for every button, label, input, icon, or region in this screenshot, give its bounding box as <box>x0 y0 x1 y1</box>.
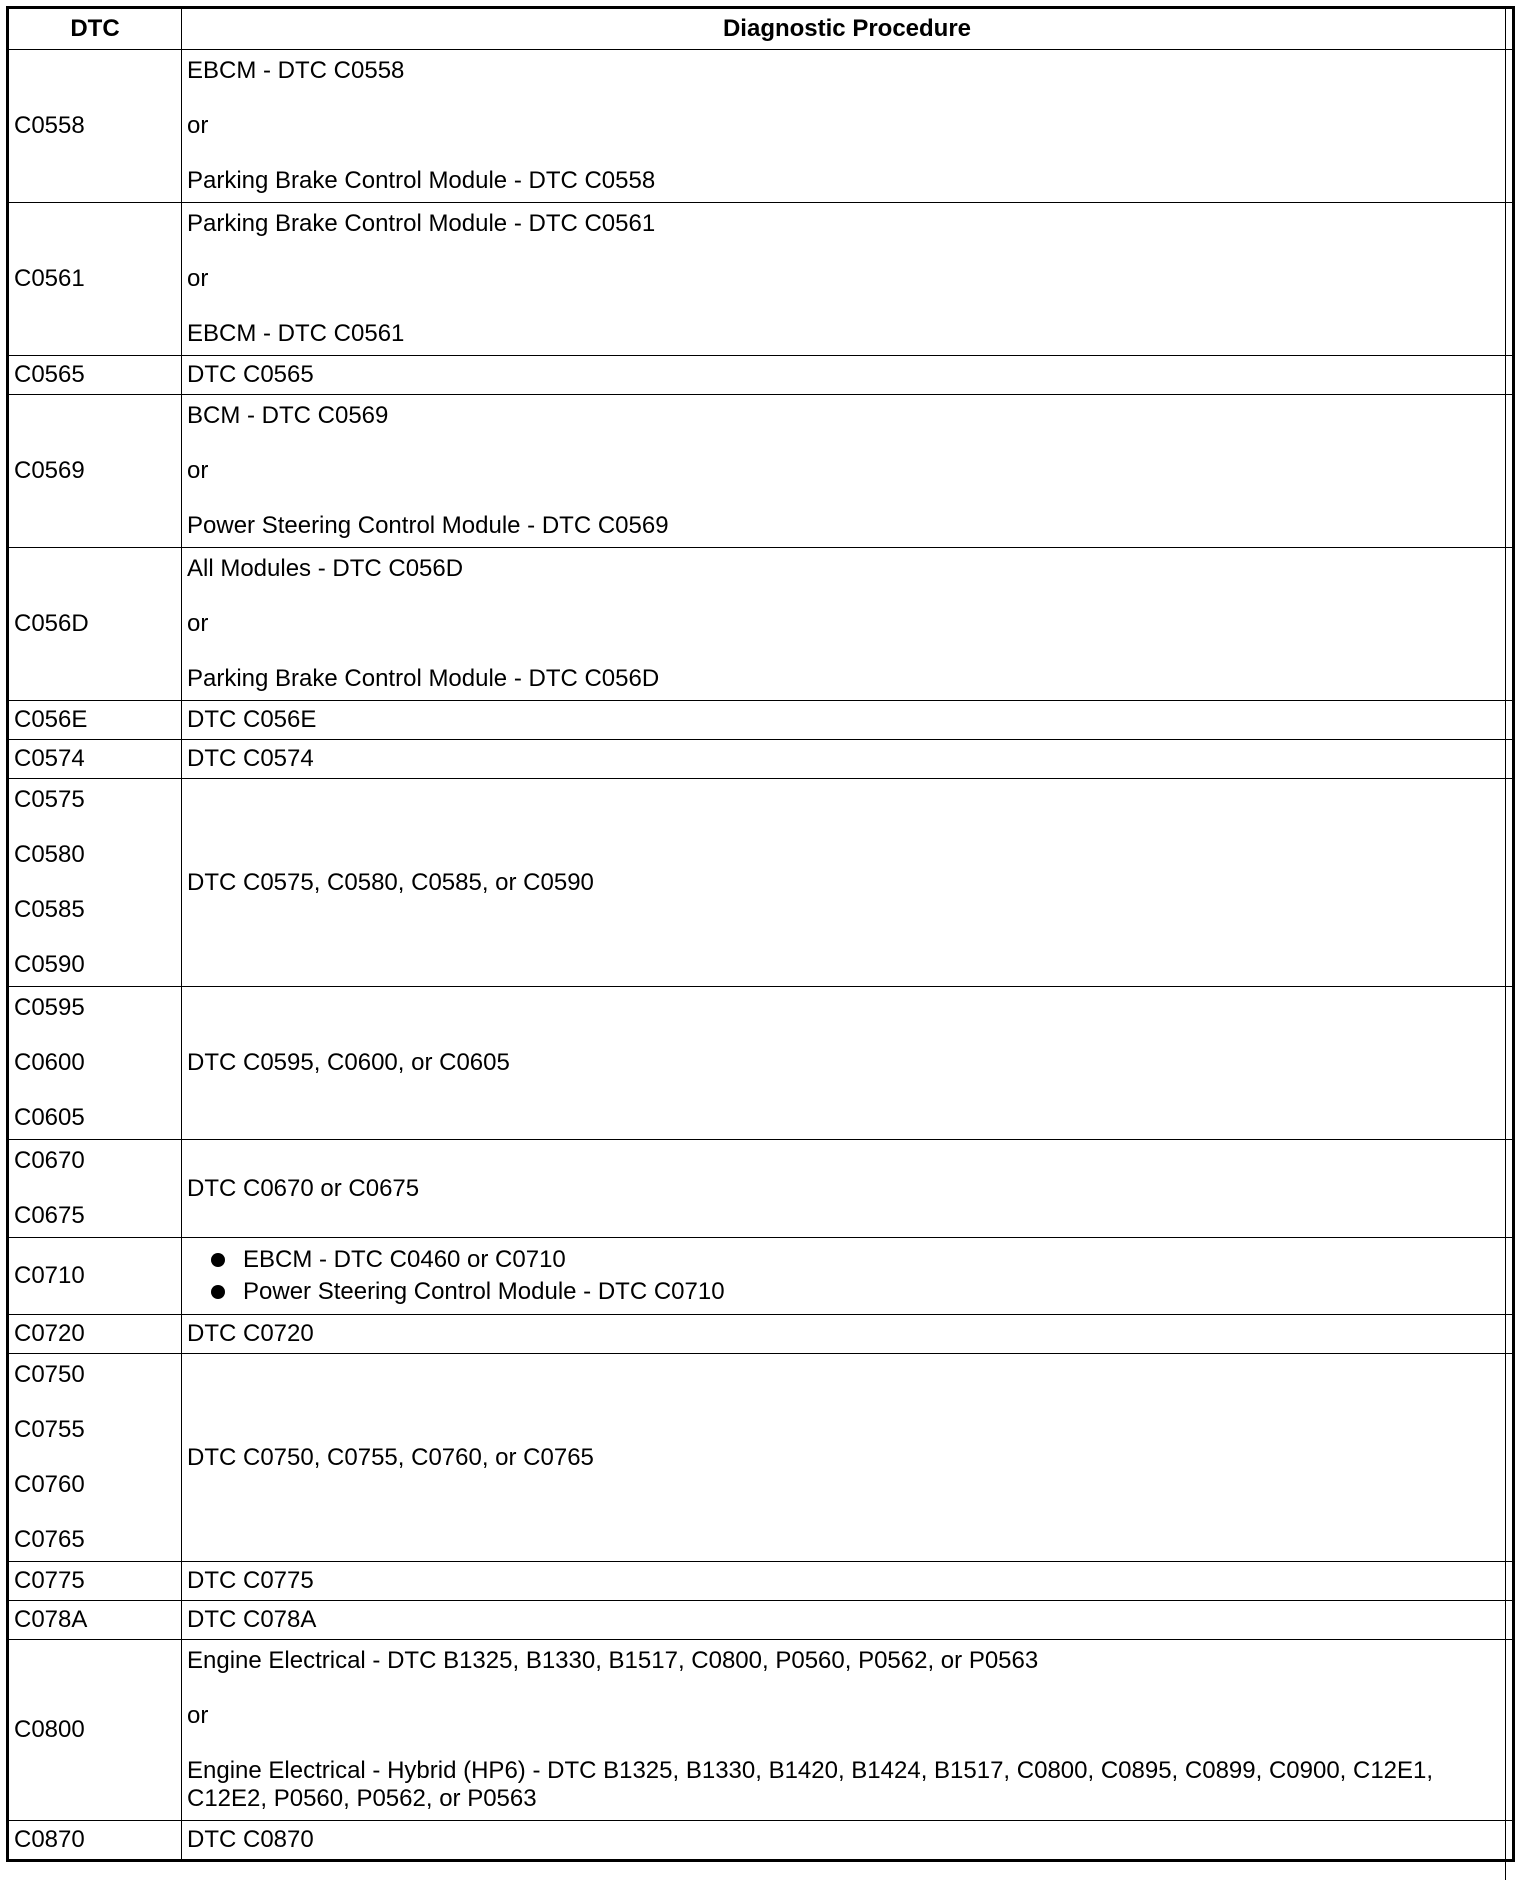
table-row <box>8 1238 1514 1315</box>
procedure-bullet-item <box>207 1244 1507 1276</box>
table-row <box>8 740 1514 779</box>
procedure-cell <box>182 1140 1514 1238</box>
procedure-cell <box>182 1315 1514 1354</box>
procedure-cell <box>182 701 1514 740</box>
dtc-cell <box>8 395 182 548</box>
procedure-or-text: or <box>187 265 209 292</box>
dtc-cell <box>8 1601 182 1640</box>
procedure-cell <box>182 1601 1514 1640</box>
procedure-or-text: or <box>187 1702 209 1729</box>
dtc-table-sheet <box>6 6 1512 1862</box>
dtc-cell <box>8 740 182 779</box>
header-dtc: DTC <box>8 8 182 50</box>
procedure-text: Power Steering Control Module - DTC C0710 <box>243 1278 725 1305</box>
dtc-code: C0600 <box>14 1049 85 1076</box>
table-row <box>8 1562 1514 1601</box>
header-row <box>8 8 1514 50</box>
procedure-text: EBCM - DTC C0558 <box>187 57 405 84</box>
table-row <box>8 987 1514 1140</box>
dtc-code: C0595 <box>14 994 85 1021</box>
dtc-code: C0558 <box>14 112 85 139</box>
procedure-text: DTC C0775 <box>187 1567 314 1594</box>
procedure-cell <box>182 987 1514 1140</box>
procedure-text: DTC C0750, C0755, C0760, or C0765 <box>187 1443 594 1471</box>
procedure-cell <box>182 395 1514 548</box>
procedure-cell <box>182 548 1514 701</box>
procedure-cell <box>182 1354 1514 1562</box>
dtc-code: C0760 <box>14 1471 85 1498</box>
procedure-cell <box>182 1562 1514 1601</box>
table-row <box>8 1640 1514 1821</box>
procedure-cell <box>182 740 1514 779</box>
dtc-cell <box>8 203 182 356</box>
table-row <box>8 1140 1514 1238</box>
table-row <box>8 356 1514 395</box>
dtc-cell <box>8 987 182 1140</box>
table-row <box>8 50 1514 203</box>
dtc-code: C0750 <box>14 1361 85 1388</box>
bullet-icon <box>211 1253 225 1267</box>
procedure-text: DTC C0565 <box>187 361 314 388</box>
dtc-code: C0670 <box>14 1147 85 1174</box>
procedure-text: All Modules - DTC C056D <box>187 555 464 582</box>
dtc-code: C0720 <box>14 1320 85 1347</box>
dtc-cell <box>8 1354 182 1562</box>
procedure-text: Parking Brake Control Module - DTC C0561 <box>187 210 656 237</box>
dtc-code: C0605 <box>14 1104 85 1131</box>
dtc-code: C0590 <box>14 951 85 978</box>
procedure-cell <box>182 50 1514 203</box>
dtc-cell <box>8 1640 182 1821</box>
table-row <box>8 701 1514 740</box>
procedure-text: DTC C0870 <box>187 1826 314 1853</box>
table-row <box>8 1821 1514 1861</box>
procedure-text: BCM - DTC C0569 <box>187 402 389 429</box>
dtc-code: C056E <box>14 706 88 733</box>
dtc-cell <box>8 1140 182 1238</box>
dtc-cell <box>8 701 182 740</box>
procedure-cell <box>182 1238 1514 1315</box>
procedure-text: DTC C078A <box>187 1606 317 1633</box>
procedure-text: DTC C056E <box>187 706 317 733</box>
procedure-text: Engine Electrical - DTC B1325, B1330, B1517, C0800, P0560, P0562, or P0563 <box>187 1647 1039 1674</box>
table-row <box>8 1601 1514 1640</box>
procedure-bullet-item <box>207 1276 1507 1308</box>
dtc-code: C0575 <box>14 786 85 813</box>
dtc-code: C0755 <box>14 1416 85 1443</box>
dtc-code: C0585 <box>14 896 85 923</box>
dtc-code: C0775 <box>14 1567 85 1594</box>
procedure-cell <box>182 1640 1514 1821</box>
procedure-text: DTC C0574 <box>187 745 314 772</box>
dtc-table <box>6 6 1515 1862</box>
dtc-cell <box>8 1315 182 1354</box>
procedure-bullet-list <box>187 1244 1507 1308</box>
dtc-cell <box>8 548 182 701</box>
procedure-cell <box>182 203 1514 356</box>
table-row <box>8 779 1514 987</box>
dtc-cell <box>8 1238 182 1315</box>
procedure-or-text: or <box>187 457 209 484</box>
procedure-cell <box>182 1821 1514 1861</box>
dtc-code: C0574 <box>14 745 85 772</box>
table-row <box>8 1315 1514 1354</box>
dtc-code: C056D <box>14 610 89 637</box>
table-row <box>8 395 1514 548</box>
procedure-text: DTC C0595, C0600, or C0605 <box>187 1049 510 1076</box>
right-margin-rule <box>1505 6 1506 1880</box>
dtc-code: C0675 <box>14 1202 85 1229</box>
dtc-code: C0800 <box>14 1716 85 1743</box>
procedure-or-text: or <box>187 112 209 139</box>
procedure-text: DTC C0670 or C0675 <box>187 1174 420 1202</box>
dtc-cell <box>8 50 182 203</box>
header-procedure: Diagnostic Procedure <box>182 8 1514 50</box>
dtc-code: C0870 <box>14 1826 85 1853</box>
procedure-cell <box>182 779 1514 987</box>
procedure-text: Power Steering Control Module - DTC C0569 <box>187 512 669 539</box>
dtc-cell <box>8 779 182 987</box>
dtc-code: C0569 <box>14 457 85 484</box>
dtc-code: C078A <box>14 1606 88 1633</box>
procedure-text: EBCM - DTC C0561 <box>187 320 405 347</box>
bullet-icon <box>211 1285 225 1299</box>
table-row <box>8 1354 1514 1562</box>
dtc-code: C0561 <box>14 265 85 292</box>
procedure-text: EBCM - DTC C0460 or C0710 <box>243 1246 566 1273</box>
procedure-cell <box>182 356 1514 395</box>
procedure-text: DTC C0575, C0580, C0585, or C0590 <box>187 868 594 896</box>
procedure-text: Parking Brake Control Module - DTC C056D <box>187 665 660 692</box>
dtc-code: C0580 <box>14 841 85 868</box>
dtc-code: C0565 <box>14 361 85 388</box>
dtc-code: C0765 <box>14 1526 85 1553</box>
table-row <box>8 548 1514 701</box>
dtc-cell <box>8 356 182 395</box>
dtc-cell <box>8 1821 182 1861</box>
table-body <box>8 50 1514 1861</box>
table-row <box>8 203 1514 356</box>
procedure-text: DTC C0720 <box>187 1320 314 1347</box>
dtc-cell <box>8 1562 182 1601</box>
dtc-code: C0710 <box>14 1262 85 1289</box>
procedure-text: Engine Electrical - Hybrid (HP6) - DTC B1325, B1330, B1420, B1424, B1517, C0800, C0895, C0899, C0900, C12E1, C12E2, P0560, P0562, or P0563 <box>187 1757 1434 1812</box>
procedure-text: Parking Brake Control Module - DTC C0558 <box>187 167 656 194</box>
procedure-or-text: or <box>187 610 209 637</box>
